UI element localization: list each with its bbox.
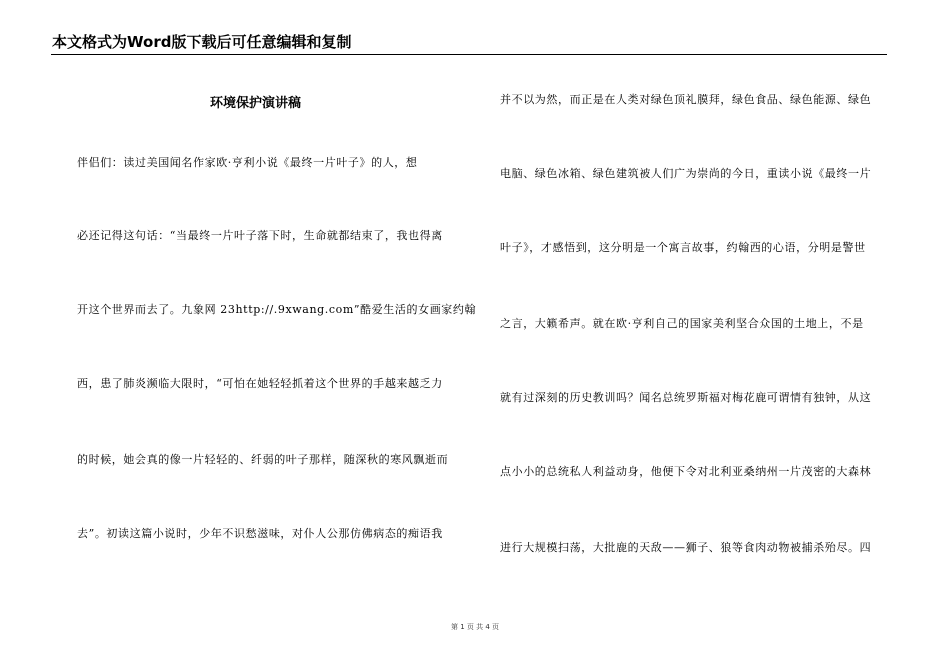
body-text-line: 点小小的总统私人利益动身，他便下令对北利亚桑纳州一片茂密的大森林 <box>500 465 872 478</box>
body-text-line: 电脑、绿色冰箱、绿色建筑被人们广为崇尚的今日，重读小说《最终一片 <box>500 167 872 180</box>
body-text-line: 进行大规模扫荡，大批鹿的天敌——狮子、狼等食肉动物被捕杀殆尽。四 <box>500 541 872 554</box>
body-text-line: 并不以为然，而正是在人类对绿色顶礼膜拜，绿色食品、绿色能源、绿色 <box>500 93 872 106</box>
body-text-line: 西，患了肺炎濒临大限时，“可怕在她轻轻抓着这个世界的手越来越乏力 <box>77 377 443 390</box>
body-text-line: 开这个世界而去了。九象网 23http://.9xwang.com”酷爱生活的女画家约翰 <box>77 303 477 316</box>
body-text-line: 就有过深刻的历史教训吗？闻名总统罗斯福对梅花鹿可谓情有独钟，从这 <box>500 391 872 404</box>
page-number-footer: 第 1 页 共 4 页 <box>450 623 500 631</box>
body-text-line: 之言，大籁希声。就在欧·亨利自己的国家美利坚合众国的土地上，不是 <box>500 317 864 330</box>
body-text-line: 伴侣们：读过美国闻名作家欧·亨利小说《最终一片叶子》的人，想 <box>77 156 418 169</box>
body-text-line: 的时候，她会真的像一片轻轻的、纤弱的叶子那样，随深秋的寒风飘逝而 <box>77 453 449 466</box>
body-text-line: 叶子》，才感悟到，这分明是一个寓言故事，约翰西的心语，分明是警世 <box>500 241 866 254</box>
body-text-line: 去”。初读这篇小说时，少年不识愁滋味，对仆人公那仿佛病态的痴语我 <box>77 527 443 540</box>
document-title: 环境保护演讲稿 <box>210 96 302 111</box>
word-format-banner: 本文格式为Word版下载后可任意编辑和复制 <box>52 33 352 51</box>
body-text-line: 必还记得这句话：“当最终一片叶子落下时，生命就都结束了，我也得离 <box>77 229 443 242</box>
banner-divider <box>51 54 887 55</box>
